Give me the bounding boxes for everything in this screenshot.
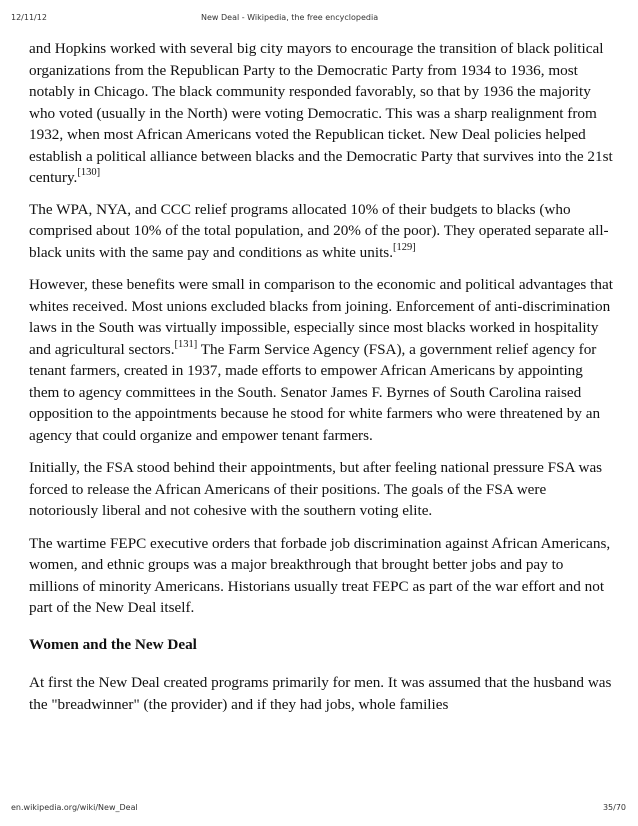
footer-page-number: 35/70 — [602, 803, 626, 812]
footer-url: en.wikipedia.org/wiki/New_Deal — [11, 803, 138, 812]
paragraph-women: At first the New Deal created programs primarily for men. It was assumed that the husband was the "breadwinner" (the provider) and if they had jobs, whole families — [29, 674, 612, 713]
paragraph-text: and Hopkins worked with several big city mayors to encourage the transition of black political organizations from the Republican Party to the Democratic Party from 1934 to 1936, most notably in Chicago. The black community responded favorably, so that by 1936 the majority who voted (usually in the North) were voting Democratic. This was a sharp realignment from 1932, when most African Americans voted the Republican ticket. New Deal policies helped establish a political alliance between blacks and the Democratic Party that survives into the 21st century. — [29, 40, 613, 186]
citation-link[interactable]: [131] — [174, 338, 198, 350]
citation-link[interactable]: [129] — [393, 241, 416, 253]
paragraph-text: Initially, the FSA stood behind their appointments, but after feeling national pressure FSA was forced to release the African Americans of their positions. The goals of the FSA were notoriously liberal and not cohesive with the southern voting elite. — [29, 459, 603, 519]
paragraph-text: The wartime FEPC executive orders that forbade job discrimination against African Americans, women, and ethnic groups was a major breakthrough that brought better jobs and pay to millions of minority Americans. Historians usually treat FEPC as part of the war effort and not part of the New Deal itself. — [29, 534, 611, 616]
paragraph-fsa — [29, 457, 613, 522]
article-body — [29, 38, 613, 726]
section-heading: Women and the New Deal — [29, 635, 197, 653]
paragraph-relief-programs — [29, 199, 613, 264]
print-page-title: New Deal - Wikipedia, the free encyclopedia — [201, 13, 379, 22]
paragraph-text: The WPA, NYA, and CCC relief programs allocated 10% of their budgets to blacks (who comprised about 10% of the total population, and 20% of the poor). They operated separate all-black units with the same pay and conditions as white units. — [29, 200, 609, 261]
paragraph-text: However, these benefits were small in comparison to the economic and political advantages that whites received. Most unions excluded blacks from joining. Enforcement of anti-discrimination laws in the South was virtually impossible, especially since most blacks worked in hospitality and agricultural sectors. — [29, 276, 613, 358]
paragraph-text: The Farm Service Agency (FSA), a government relief agency for tenant farmers, created in 1937, made efforts to empower African Americans by appointing them to agency committees in the South. Senator James F. Byrnes of South Carolina raised opposition to the appointments because he stood for white farmers who were threatened by an agency that could organize and empower tenant farmers. — [29, 340, 601, 444]
paragraph-black-voters — [29, 38, 613, 189]
print-date: 12/11/12 — [11, 13, 47, 22]
citation-link[interactable]: [130] — [77, 167, 101, 178]
paragraph-benefits — [29, 274, 613, 446]
paragraph-fepc — [29, 533, 613, 619]
